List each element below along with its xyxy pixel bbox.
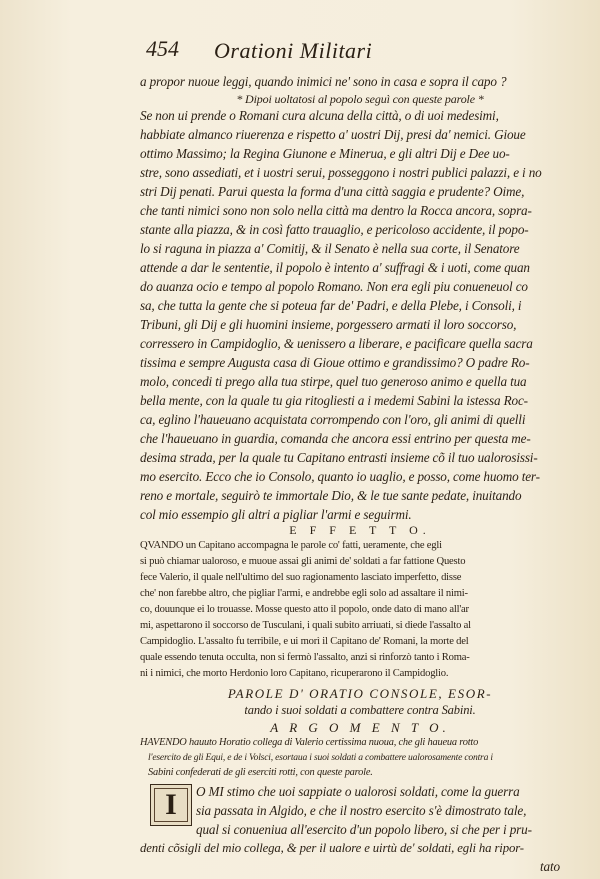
text-line: lo si raguna in piazza a' Comitij, & il Senato è nella sua corte, il Senatore xyxy=(140,241,520,256)
text-line: si può chiamar ualoroso, e muoue assai gli animi de' soldati a far fattione Questo xyxy=(140,556,466,567)
text-line: che tanti nimici sono non solo nella città ma dentro la Rocca ancora, sopra- xyxy=(140,203,532,218)
decorated-initial: I xyxy=(150,784,192,826)
text-line: O MI stimo che uoi sappiate o ualorosi soldati, come la guerra xyxy=(196,784,520,799)
text-line: attende a dar le sententie, il popolo è intento a' suffragi & i uoti, come quan xyxy=(140,260,530,275)
text-line: mi, aspettarono il soccorso de Tusculani, i quali subito arriuati, si diede l'assalto al xyxy=(140,620,471,631)
text-line: stante alla piazza, & in così fatto trauaglio, e pericoloso accidente, il popo- xyxy=(140,222,529,237)
text-line: denti cõsigli del mio collega, & per il ualore e uirtù de' soldati, egli ha ripor- xyxy=(140,841,524,855)
text-line: ottimo Massimo; la Regina Giunone e Minerua, e gli altri Dij e Dee uo- xyxy=(140,146,510,161)
text-line: tissima e sempre Augusta casa di Gioue ottimo e grandissimo? O padre Ro- xyxy=(140,355,530,370)
catchword: tato xyxy=(540,859,560,874)
text-line: QVANDO un Capitano accompagna le parole co' fatti, ueramente, che egli xyxy=(140,540,442,551)
text-line: sia passata in Algido, e che il nostro esercito s'è dimostrato tale, xyxy=(196,803,527,818)
text-line: stre, sono assediati, et i uostri serui, posseggono i nostri publici palazzi, e i no xyxy=(140,165,542,180)
text-line: che' non farebbe altro, che pigliar l'armi, e andrebbe egli solo ad assaltare il nimi- xyxy=(140,588,468,599)
text-line: sa, che tutta la gente che si poteua far de' Padri, e della Plebe, i Consoli, i xyxy=(140,298,522,313)
text-line: * Dipoi uoltatosi al popolo seguì con queste parole * xyxy=(236,92,484,106)
text-line: corressero in Campidoglio, & uenissero a liberare, e pacificare quella sacra xyxy=(140,336,533,351)
text-line: quale essendo tenuta occulta, non si fermò l'assalto, anzi si rinforzò tanto i Roma- xyxy=(140,652,470,663)
text-line: stri Dij penati. Parui questa la forma d'una città saggia e prudente? Oime, xyxy=(140,184,525,199)
argomento-heading: A R G O M E N T O. xyxy=(270,720,450,735)
oration-subtitle: tando i suoi soldati a combattere contra Sabini. xyxy=(244,703,476,717)
text-line: a propor nuoue leggi, quando inimici ne' sono in casa e sopra il capo ? xyxy=(140,74,507,89)
text-line: fece Valerio, il quale nell'ultimo del suo ragionamento lasciato imperfetto, disse xyxy=(140,572,462,583)
text-line: bella mente, con la quale tu gia ritogliesti a i medemi Sabini la istessa Roc- xyxy=(140,393,528,408)
oration-title: PAROLE D' ORATIO CONSOLE, ESOR- xyxy=(227,686,493,701)
text-line: do auanza ocio e tempo al popolo Romano. Non era egli piu conueneuol co xyxy=(140,279,528,294)
text-line: co, douunque ei lo trouasse. Mosse questo atto il popolo, onde dato di mano all'ar xyxy=(140,604,469,615)
text-line: mo esercito. Ecco che io Consolo, quanto io uaglio, e posso, come huomo ter- xyxy=(140,469,540,484)
running-title: Orationi Militari xyxy=(214,38,373,63)
text-line: HAVENDO hauuto Horatio collega di Valerio certissima nuoua, che gli haueua rotto xyxy=(140,737,479,748)
effetto-heading: E F F E T T O. xyxy=(289,523,431,537)
text-line: molo, concedi ti prego alla tua stirpe, quel tuo generoso animo e quella tua xyxy=(140,374,527,389)
text-line: ca, eglino l'haueuano acquistata corrompendo con l'oro, gli animi di quelli xyxy=(140,412,526,427)
text-line: l'esercito de gli Equi, e de i Volsci, esortaua i suoi soldati a combattere ualorosamente contra i xyxy=(148,752,493,763)
text-line: desima strada, per la quale tu Capitano entrasti insieme cõ il tuo ualorosissi- xyxy=(140,450,538,465)
text-line: Sabini confederati de gli eserciti rotti, con queste parole. xyxy=(148,767,373,778)
text-line: reno e mortale, seguirò te immortale Dio, & le tue sante pedate, inuitando xyxy=(140,488,522,503)
page-number: 454 xyxy=(146,36,179,61)
text-line: habbiate almanco riuerenza e rispetto a' uostri Dij, presi da' nemici. Gioue xyxy=(140,127,526,142)
text-line: Campidoglio. L'assalto fu terribile, e ui morì il Capitano de' Romani, la morte del xyxy=(140,636,469,647)
text-line: qual si conueniua all'esercito d'un popolo libero, si che per i pru- xyxy=(196,822,532,837)
text-line: Se non ui prende o Romani cura alcuna della città, o di uoi medesimi, xyxy=(140,108,499,123)
text-line: Tribuni, gli Dij e gli huomini insieme, porgessero armati il loro soccorso, xyxy=(140,317,517,332)
text-line: ni i nimici, che morto Herdonio loro Capitano, ricuperarono il Campidoglio. xyxy=(140,668,449,679)
text-line: col mio essempio gli altri a pigliar l'armi e seguirmi. xyxy=(140,507,412,522)
text-line: che l'haueuano in guardia, comanda che ancora essi entrino per questa me- xyxy=(140,431,531,446)
